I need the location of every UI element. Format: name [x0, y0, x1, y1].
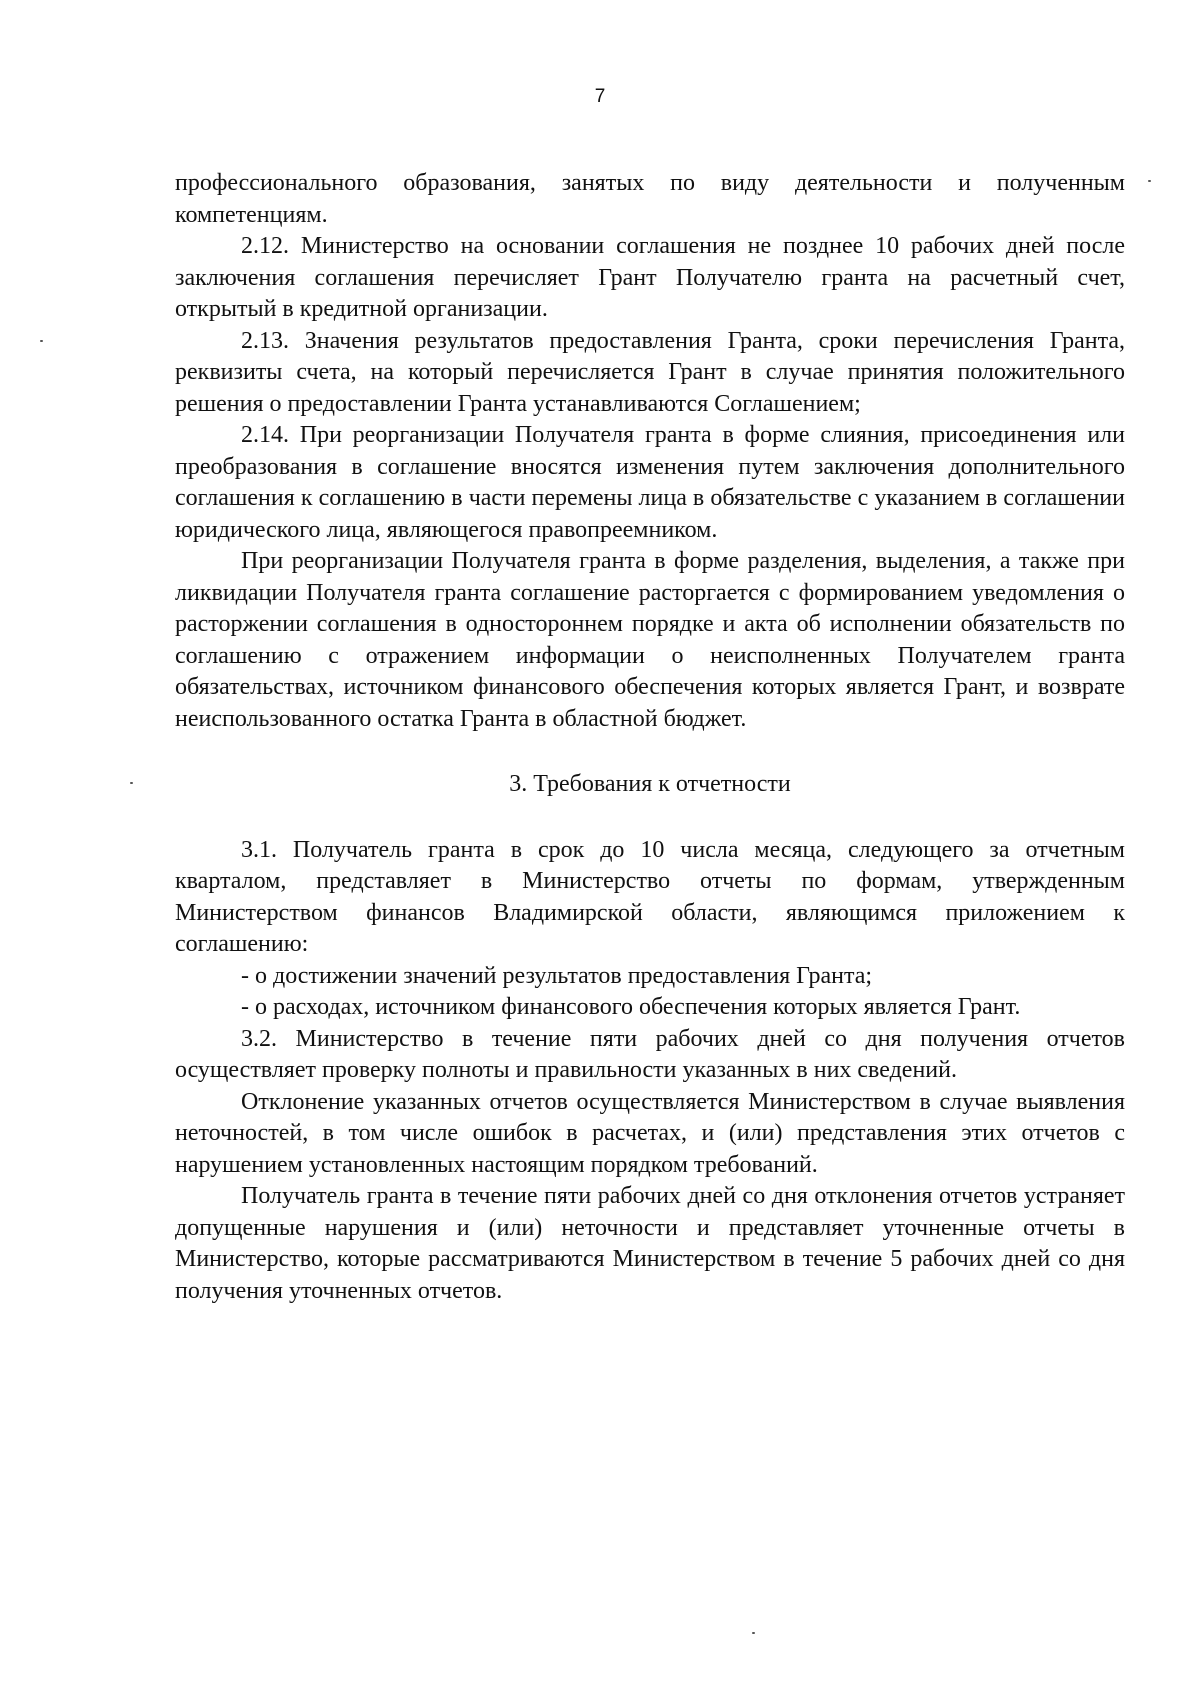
paragraph-2-13: 2.13. Значения результатов предоставления Гранта, сроки перечисления Гранта, реквизиты счета, на который перечисляется Грант в случае принятия положительного решения о предоставлении Гранта устанавливаются Соглашением;: [175, 327, 1125, 417]
scan-speck: [752, 1632, 755, 1634]
paragraph-2-14: 2.14. При реорганизации Получателя гранта в форме слияния, присоединения или преобразования в соглашение вносятся изменения путем заключения дополнительного соглашения к соглашению в части перемены лица в обязательстве с указанием в соглашении юридического лица, являющегося правопреемником.: [175, 422, 1125, 543]
page-number: 7: [594, 86, 606, 107]
scan-speck: [130, 782, 133, 784]
paragraph-3-1: 3.1. Получатель гранта в срок до 10 числа месяца, следующего за отчетным кварталом, представляет в Министерство отчеты по формам, утвержденным Министерством финансов Владимирской области, являющимся приложением к соглашению:: [175, 836, 1125, 957]
scan-speck: [40, 340, 43, 342]
section-heading-3: 3. Требования к отчетности: [509, 771, 791, 797]
paragraph-continuation: профессионального образования, занятых по виду деятельности и полученным компетенциям.: [175, 170, 1125, 228]
list-item-expenses: - о расходах, источником финансового обеспечения которых является Грант.: [241, 994, 1021, 1020]
scan-speck: [1148, 180, 1151, 182]
paragraph-reorganization: При реорганизации Получателя гранта в форме разделения, выделения, а также при ликвидации Получателя гранта соглашение расторгается с формированием уведомления о расторжении соглашения в одностороннем порядке и акта об исполнении обязательств по соглашению с отражением информации о неисполненных Получателем гранта обязательствах, источником финансового обеспечения которых является Грант, и возврате неиспользованного остатка Гранта в областной бюджет.: [175, 548, 1125, 732]
paragraph-rejection: Отклонение указанных отчетов осуществляется Министерством в случае выявления неточностей, в том числе ошибок в расчетах, и (или) представления этих отчетов с нарушением установленных настоящим порядком требований.: [175, 1088, 1125, 1178]
paragraph-correction: Получатель гранта в течение пяти рабочих дней со дня отклонения отчетов устраняет допущенные нарушения и (или) неточности и представляет уточненные отчеты в Министерство, которые рассматриваются Министерством в течение 5 рабочих дней со дня получения уточненных отчетов.: [175, 1183, 1125, 1304]
paragraph-2-12: 2.12. Министерство на основании соглашения не позднее 10 рабочих дней после заключения соглашения перечисляет Грант Получателю гранта на расчетный счет, открытый в кредитной организации.: [175, 233, 1125, 322]
paragraph-3-2: 3.2. Министерство в течение пяти рабочих дней со дня получения отчетов осуществляет проверку полноты и правильности указанных в них сведений.: [175, 1025, 1125, 1083]
document-body: [175, 168, 1125, 1307]
list-item-results: - о достижении значений результатов предоставления Гранта;: [241, 962, 873, 989]
